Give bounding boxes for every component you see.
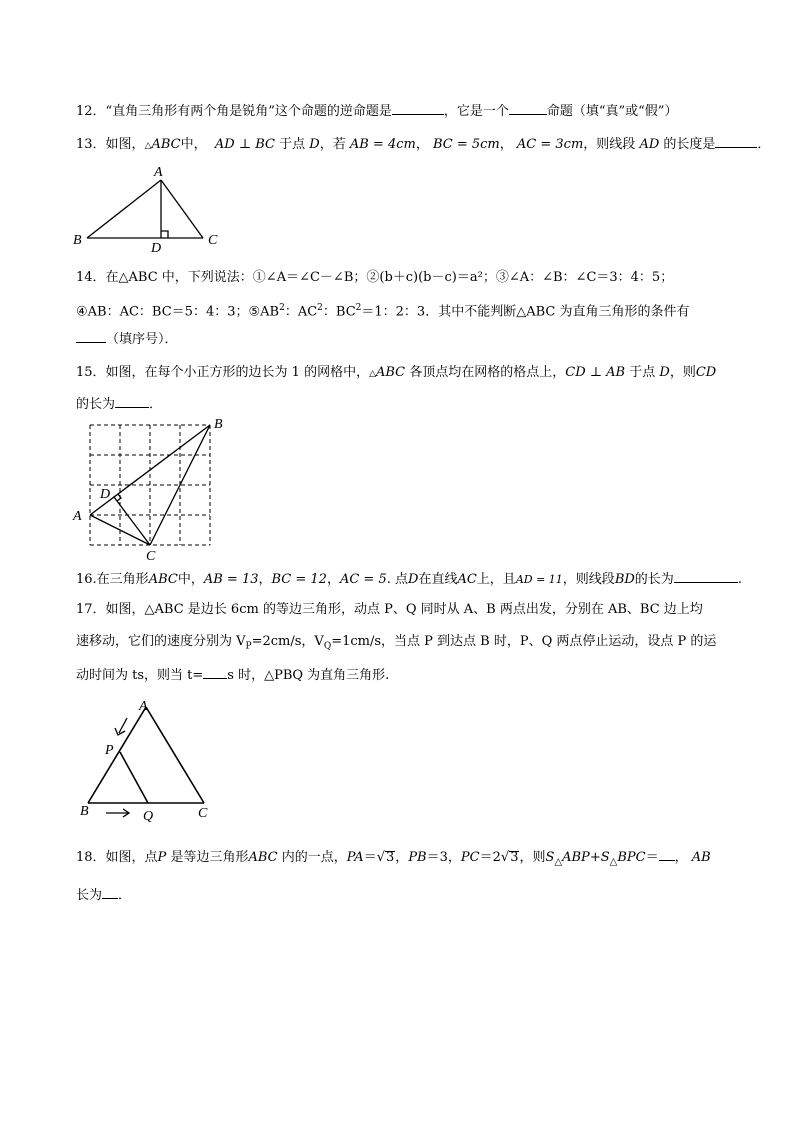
q17-label-C: C — [198, 806, 208, 821]
question-15-line-2: 的长为 ． — [76, 393, 162, 415]
question-13: 13．如图，△ABC中， AD ⊥ BC 于点 D，若 AB = 4cm， BC = 5cm， AC = 3cm，则线段 AD 的长度是 ． — [76, 133, 770, 156]
question-12 — [76, 100, 677, 122]
q13-triangle: ABC — [151, 137, 181, 152]
q13-cond-ab: AB = 4cm — [349, 137, 416, 152]
q18-blank-1[interactable] — [659, 846, 675, 861]
q13-text-a: 如图， — [105, 137, 145, 152]
q13-label-B: B — [73, 233, 82, 248]
q18-blank-2[interactable] — [102, 884, 118, 899]
q13-text-e: ，则线段 — [583, 137, 636, 152]
question-16: 16.在三角形ABC中，AB = 13，BC = 12，AC = 5. 点D在直线AC上，且AD = 11，则线段BD的长为 . — [76, 568, 742, 590]
q15-label-C: C — [146, 549, 156, 564]
q17-label-B: B — [80, 804, 89, 819]
q15-blank[interactable] — [115, 393, 149, 408]
q13-blank[interactable] — [715, 133, 757, 148]
q13-cond-bc: BC = 5cm — [432, 137, 500, 152]
q15-label-A: A — [73, 509, 82, 524]
question-14-line-1 — [76, 268, 673, 288]
sqrt-sign: √ — [500, 850, 510, 865]
question-14-line-3: （填序号）． — [76, 328, 178, 350]
q17-label-A: A — [139, 699, 148, 714]
q13-text-f: 的长度是 — [663, 137, 716, 152]
q13-cond-perp: AD ⊥ BC — [214, 137, 275, 152]
q16-blank[interactable] — [674, 568, 738, 583]
q12-blank-1[interactable] — [392, 100, 444, 115]
question-14-line-2: ④AB：AC：BC＝5：4：3；$⑤AB^2$：$AC^2$：$BC^2=1$：2：3．其中不能判断△ABC 为直角三角形的条件有 — [76, 303, 690, 320]
q13-label-C: C — [208, 233, 218, 248]
question-18-line-2: 长为 ． — [76, 884, 131, 906]
question-18-line-1: 18．如图，点P 是等边三角形ABC 内的一点，PA＝√3，PB＝3，PC＝2√3，则$S_\triangle ABP+S_\triangle BPC=$ ， AB — [76, 846, 711, 873]
question-17-line-3: 动时间为 ts，则当 t= s 时，△PBQ 为直角三角形. — [76, 664, 389, 686]
q13-label-A: A — [154, 165, 163, 180]
q14-line1: 14．在△ABC 中，下列说法：①∠A＝∠C－∠B；②(b＋c)(b－c)＝a²；③∠A：∠B：∠C＝3：4：5； — [76, 270, 674, 285]
q13-number: 13． — [76, 137, 106, 152]
q13-text-d: ，若 — [319, 137, 346, 152]
q13-text-c: 于点 — [279, 137, 306, 152]
q12-blank-2[interactable] — [509, 100, 547, 115]
q13-label-D: D — [151, 241, 162, 256]
q12-text-c: 命题（填“真”或“假”） — [546, 104, 678, 119]
q17-blank[interactable] — [203, 664, 227, 679]
sqrt-sign: √ — [376, 850, 386, 865]
q14-blank[interactable] — [76, 328, 106, 343]
q12-text-a: “直角三角形有两个角是锐角”这个命题的逆命题是 — [105, 104, 392, 119]
q15-label-B: B — [214, 417, 223, 432]
q13-point: D — [309, 137, 320, 152]
q15-label-D: D — [100, 487, 111, 502]
q13-cond-ac: AC = 3cm — [516, 137, 584, 152]
q13-text-b: 中， — [180, 137, 207, 152]
q13-segment: AD — [639, 137, 660, 152]
q12-number: 12． — [76, 104, 106, 119]
q17-label-P: P — [105, 743, 114, 758]
question-15-line-1: 15．如图，在每个小正方形的边长为 1 的网格中，△ABC 各顶点均在网格的格点上，CD ⊥ AB 于点 D，则CD — [76, 365, 717, 380]
question-17-line-1: 17．如图，△ABC 是边长 6cm 的等边三角形，动点 P、Q 同时从 A、B 两点出发，分别在 AB、BC 边上均 — [76, 602, 703, 617]
q17-label-Q: Q — [143, 809, 154, 824]
question-17-line-2: 速移动，它们的速度分别为 $V_P=2cm/s$，$V_Q=1cm/s$，当点 P 到达点 B 时，P、Q 两点停止运动，设点 P 的运 — [76, 634, 717, 652]
q12-text-b: ，它是一个 — [443, 104, 509, 119]
